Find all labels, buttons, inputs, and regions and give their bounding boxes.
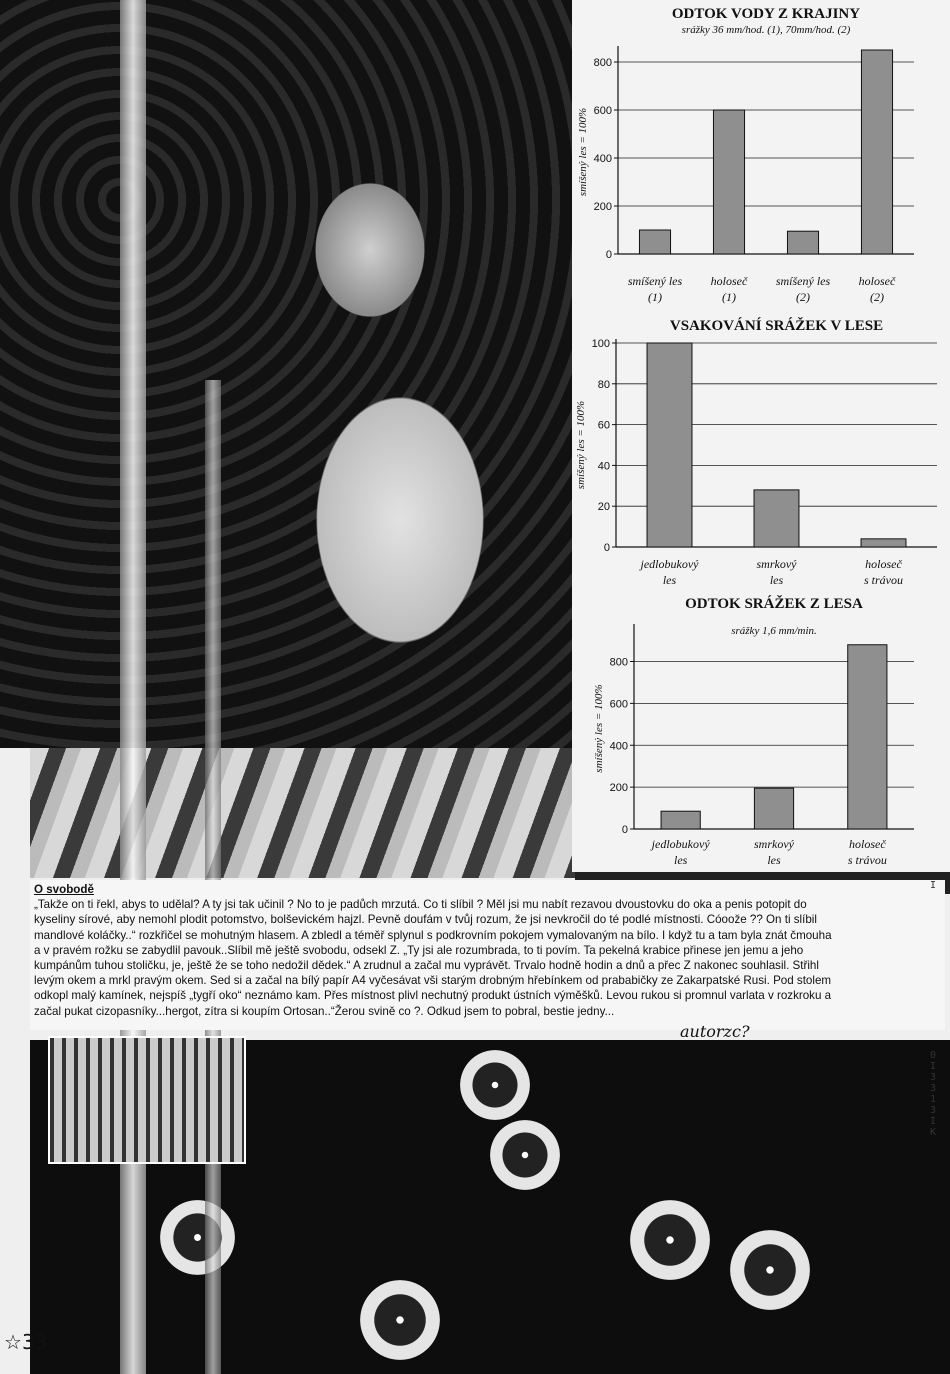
chart-panel bbox=[572, 0, 950, 872]
article-line: začal pukat cizopasníky...hergot, zítra si koupím Ortosan..“Žerou svině co ?. Odkud jsem to pobral, bestie jedny... bbox=[34, 1004, 615, 1018]
category-label: jedlobukový bbox=[651, 837, 710, 851]
eye-shape bbox=[630, 1200, 710, 1280]
photo-girl-in-dress bbox=[0, 0, 572, 748]
article-text bbox=[30, 880, 945, 1030]
eye-shape bbox=[360, 1280, 440, 1360]
chart-title: ODTOK SRÁŽEK Z LESA bbox=[685, 596, 863, 612]
edge-mark: 1 bbox=[930, 1094, 937, 1105]
category-label: les bbox=[673, 853, 688, 867]
bar bbox=[754, 490, 799, 547]
page-number bbox=[4, 1330, 54, 1354]
y-tick-label: 200 bbox=[593, 201, 612, 213]
bar bbox=[661, 811, 700, 829]
edge-marks bbox=[930, 880, 946, 891]
y-tick-label: 60 bbox=[597, 419, 610, 432]
edge-mark: 3 bbox=[930, 1072, 937, 1083]
category-label: s trávou bbox=[864, 573, 903, 587]
bar bbox=[861, 539, 906, 547]
category-label: les bbox=[662, 573, 677, 587]
bar bbox=[861, 50, 892, 254]
edge-mark: K bbox=[930, 1127, 937, 1138]
category-label: (1) bbox=[648, 290, 662, 304]
category-label: holoseč bbox=[710, 274, 748, 288]
y-tick-label: 600 bbox=[593, 105, 612, 117]
article-line: a v pravém rožku se zabydlil pavouk..Slíbil mě ještě svobodu, odsekl Z. „Ty jsi ale rozumbrada, to ti povím. Ta pekelná krabice přinese jen jemu a jeho bbox=[34, 943, 804, 957]
y-tick-label: 600 bbox=[609, 698, 628, 711]
y-tick-label: 100 bbox=[591, 338, 610, 350]
y-axis-label: smíšený les = 100% bbox=[577, 107, 589, 197]
bar bbox=[647, 343, 692, 547]
inset-photo-railing bbox=[48, 1036, 246, 1164]
bar bbox=[848, 645, 887, 829]
light-streak bbox=[120, 0, 146, 1374]
y-tick-label: 800 bbox=[593, 57, 612, 69]
category-label: (2) bbox=[796, 290, 810, 304]
y-tick-label: 20 bbox=[597, 501, 610, 514]
y-tick-label: 400 bbox=[609, 740, 628, 753]
edge-mark: I bbox=[930, 880, 937, 891]
article-line: kyseliny sírové, aby nemohl plodit potomstvo, bolševickém hajzl. Pevně doufám v tvůj rozum, že jsi nevkročil do té podlé místnosti. Cóoože ?? On ti slíbil bbox=[34, 913, 817, 927]
chart-subtitle: srážky 1,6 mm/min. bbox=[731, 625, 817, 637]
eye-shape bbox=[160, 1200, 235, 1275]
chart-subtitle: srážky 36 mm/hod. (1), 70mm/hod. (2) bbox=[681, 24, 851, 36]
y-tick-label: 800 bbox=[609, 656, 628, 669]
eye-shape bbox=[460, 1050, 530, 1120]
bar bbox=[754, 788, 793, 829]
article-line: levým okem a mrkl pravým okem. Sed si a začal na bílý papír A4 vyčesávat vši starým drobným hřebínkem od prababičky ze Zakarpatské Rusi. Pod stolem bbox=[34, 974, 832, 988]
edge-mark: I bbox=[930, 1061, 937, 1072]
y-tick-label: 40 bbox=[597, 460, 610, 473]
chart-title: VSAKOVÁNÍ SRÁŽEK V LESE bbox=[669, 318, 884, 334]
y-tick-label: 0 bbox=[603, 542, 610, 554]
light-streak bbox=[205, 380, 221, 1374]
category-label: holoseč bbox=[849, 837, 886, 851]
page-number-text: 33. bbox=[21, 1330, 54, 1354]
category-label: (2) bbox=[870, 290, 884, 304]
edge-mark: 3 bbox=[930, 1105, 937, 1116]
edge-marks-lower bbox=[930, 1050, 946, 1138]
article-line: odkopl malý kamínek, nejspíš „tygří oko“ neznámo kam. Přes místnost plivl nechutný produkt ústních výměšků. Levou rukou si promnul varlata v rozkroku a bbox=[34, 989, 832, 1003]
photo-abstract-middle bbox=[30, 748, 575, 878]
edge-mark: I bbox=[930, 1116, 937, 1127]
article-line: kumpánům tuhou stoličku, je, ještě že se toho nedožil dědek.“ A zrudnul a začal mu vyprávět. Trvalo hodně hodin a dnů a přec Z nakonec souhlasil. Střihl bbox=[34, 959, 819, 973]
category-label: smíšený les bbox=[627, 274, 683, 288]
category-label: (1) bbox=[722, 290, 736, 304]
chart-title: ODTOK VODY Z KRAJINY bbox=[671, 6, 861, 22]
edge-mark: 0 bbox=[930, 1050, 937, 1061]
edge-mark: 3 bbox=[930, 1083, 937, 1094]
category-label: holoseč bbox=[865, 557, 902, 571]
y-tick-label: 0 bbox=[605, 249, 612, 261]
charts-svg bbox=[572, 0, 950, 872]
category-label: smrkový bbox=[756, 557, 797, 571]
handwritten-note: autorzc? bbox=[680, 1022, 750, 1041]
star-icon: ☆ bbox=[4, 1330, 22, 1354]
bar bbox=[639, 230, 670, 254]
category-label: les bbox=[769, 573, 784, 587]
y-tick-label: 0 bbox=[621, 824, 628, 836]
y-tick-label: 200 bbox=[609, 782, 628, 795]
article-heading: O svobodě bbox=[34, 883, 94, 896]
category-label: les bbox=[767, 853, 781, 867]
y-tick-label: 400 bbox=[593, 153, 612, 165]
bar bbox=[713, 110, 744, 254]
category-label: jedlobukový bbox=[640, 557, 699, 571]
article-line: „Takže on ti řekl, abys to udělal? A ty jsi tak učinil ? No to je padůch mrzutá. Co ti slíbil ? Měl jsi mu nabít rezavou dvoustovku do oka a penis potopit do bbox=[34, 898, 807, 912]
y-axis-label: smíšený les = 100% bbox=[575, 400, 587, 490]
bar bbox=[787, 231, 818, 254]
eye-shape bbox=[730, 1230, 810, 1310]
eye-shape bbox=[490, 1120, 560, 1190]
y-axis-label: smíšený les = 100% bbox=[593, 684, 605, 773]
article-line: mandlové koláčky..“ rozkřičel se mohutným hlasem. A zbledl a téměř splynul s podkrovním pokojem vymalovaným na bílo. I když tu a tam byla znát čmouha bbox=[34, 928, 832, 942]
category-label: holoseč bbox=[858, 274, 896, 288]
y-tick-label: 80 bbox=[597, 378, 610, 391]
category-label: s trávou bbox=[847, 853, 887, 867]
category-label: smíšený les bbox=[775, 274, 831, 288]
category-label: smrkový bbox=[754, 837, 794, 851]
